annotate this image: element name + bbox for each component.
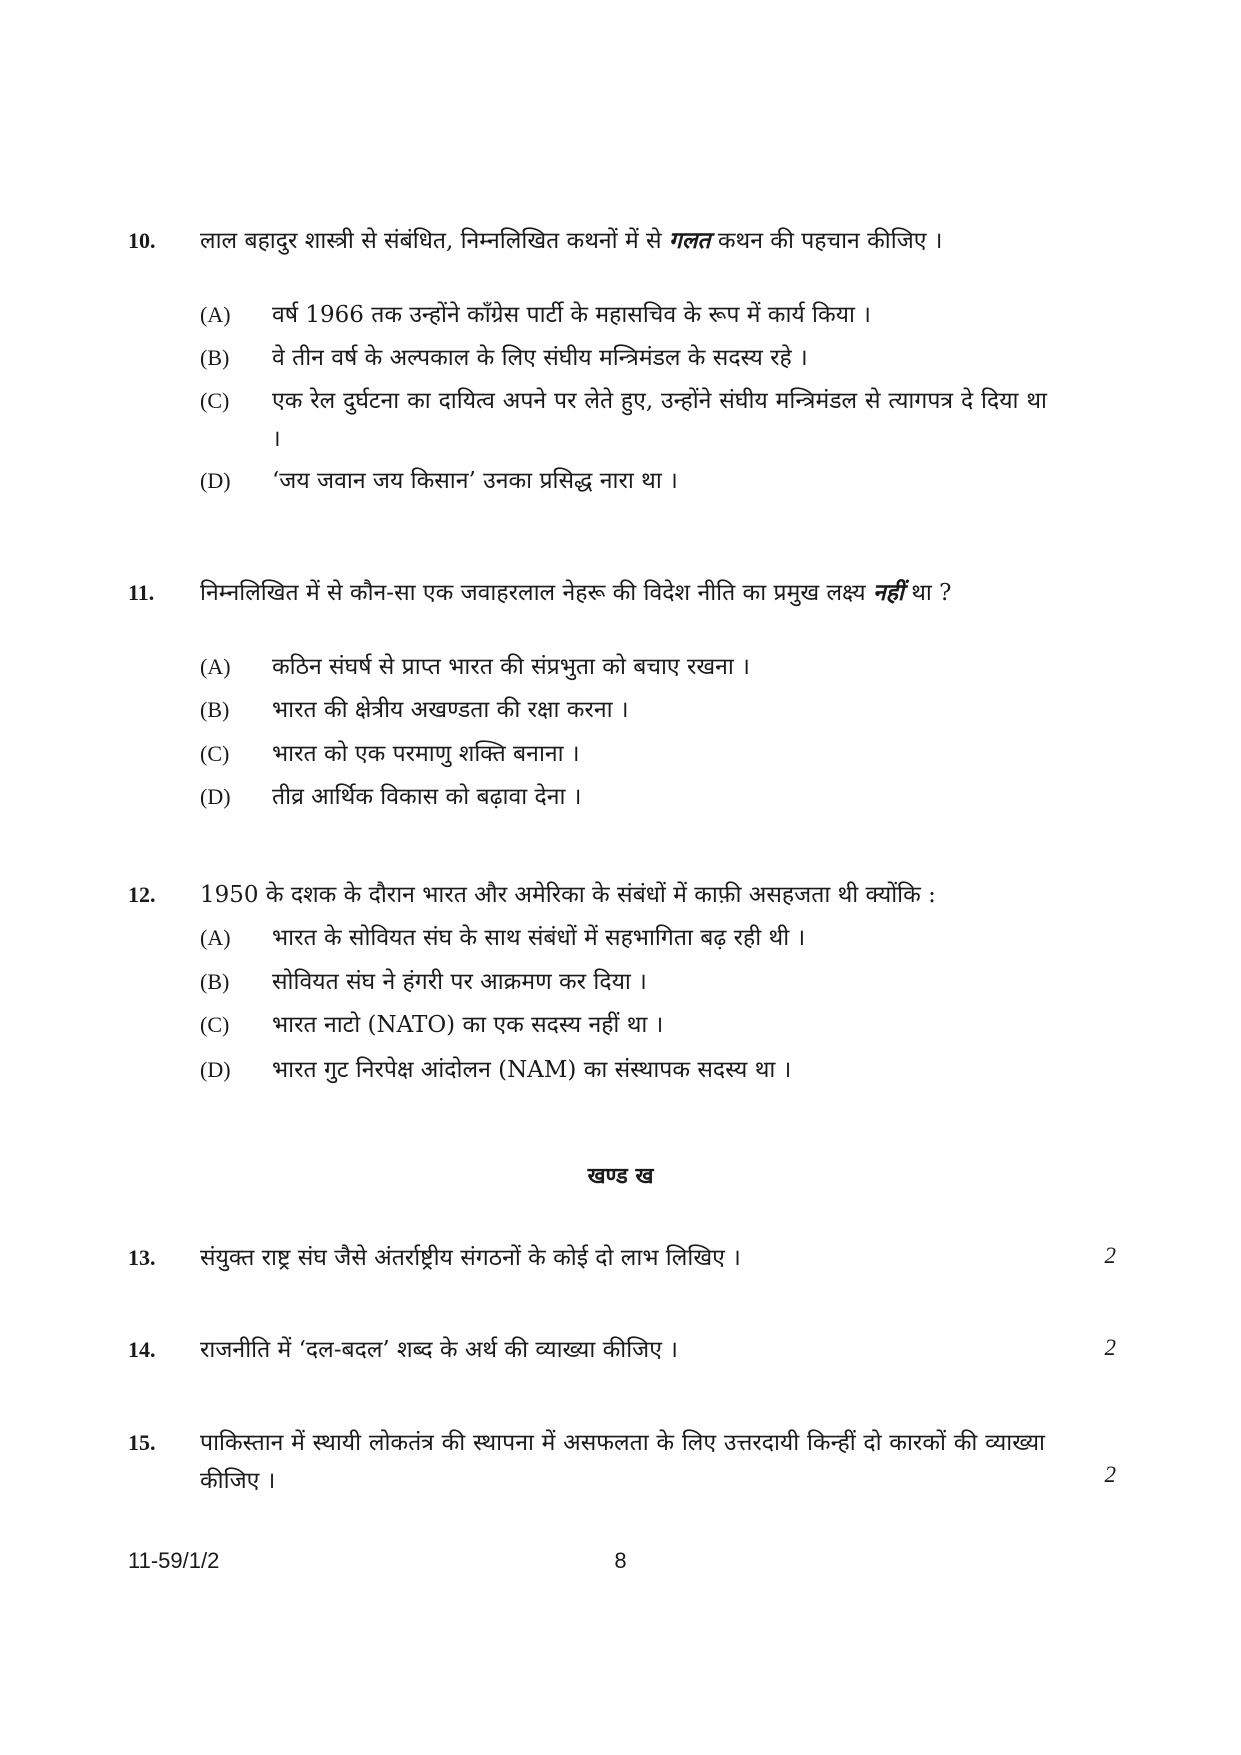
question-text-part: था ? [903, 580, 952, 606]
option-label: (D) [200, 784, 231, 809]
question-number: 14. [128, 1337, 156, 1362]
option-text: तीव्र आर्थिक विकास को बढ़ावा देना । [272, 784, 582, 810]
option-label: (D) [200, 1057, 231, 1082]
option-text: एक रेल दुर्घटना का दायित्व अपने पर लेते हुए, उन्होंने संघीय मन्त्रिमंडल से त्यागपत्र दे दिया था । [272, 388, 1047, 452]
option-label: (A) [200, 925, 231, 950]
option-label: (B) [200, 345, 230, 370]
question-number: 13. [128, 1245, 156, 1270]
question-text: 1950 के दशक के दौरान भारत और अमेरिका के संबंधों में काफ़ी असहजता थी क्योंकि : [200, 882, 936, 908]
marks: 2 [1104, 1335, 1116, 1360]
question-text: पाकिस्तान में स्थायी लोकतंत्र की स्थापना में असफलता के लिए उत्तरदायी किन्हीं दो कारकों की व्याख्या कीजिए । [200, 1430, 1045, 1494]
option-text: वे तीन वर्ष के अल्पकाल के लिए संघीय मन्त्रिमंडल के सदस्य रहे । [272, 345, 808, 371]
marks: 2 [1104, 1243, 1116, 1268]
option-label: (B) [200, 697, 230, 722]
option-label: (A) [200, 302, 231, 327]
question-text [200, 222, 1045, 260]
option-label: (C) [200, 388, 230, 413]
question-text: संयुक्त राष्ट्र संघ जैसे अंतर्राष्ट्रीय संगठनों के कोई दो लाभ लिखिए । [200, 1245, 741, 1271]
option-text: कठिन संघर्ष से प्राप्त भारत की संप्रभुता को बचाए रखना । [272, 654, 750, 680]
question-text: राजनीति में ‘दल-बदल’ शब्द के अर्थ की व्याख्या कीजिए । [200, 1337, 678, 1363]
option-label: (C) [200, 741, 230, 766]
option-text: भारत को एक परमाणु शक्ति बनाना । [272, 741, 580, 767]
question-number: 11. [128, 580, 155, 605]
option-text: भारत के सोवियत संघ के साथ संबंधों में सहभागिता बढ़ रही थी । [272, 925, 806, 951]
question-text [200, 574, 1045, 612]
question-number: 12. [128, 882, 156, 907]
question-keyword: गलत [668, 227, 711, 254]
option-text: भारत की क्षेत्रीय अखण्डता की रक्षा करना । [272, 697, 629, 723]
paper-code: 11-59/1/2 [128, 1548, 220, 1573]
question-number: 15. [128, 1430, 156, 1455]
marks: 2 [1104, 1462, 1116, 1487]
question-text-part: कथन की पहचान कीजिए । [710, 228, 943, 254]
option-label: (A) [200, 654, 231, 679]
section-title: खण्ड ख [587, 1163, 654, 1189]
question-number: 10. [128, 228, 156, 253]
option-label: (C) [200, 1012, 230, 1037]
option-text: वर्ष 1966 तक उन्होंने काँग्रेस पार्टी के महासचिव के रूप में कार्य किया । [272, 302, 871, 328]
question-text-part: निम्नलिखित में से कौन-सा एक जवाहरलाल नेहरू की विदेश नीति का प्रमुख लक्ष्य [200, 580, 873, 606]
option-text: भारत नाटो (NATO) का एक सदस्य नहीं था । [272, 1012, 664, 1038]
option-text: भारत गुट निरपेक्ष आंदोलन (NAM) का संस्थापक सदस्य था । [272, 1057, 792, 1083]
option-text: ‘जय जवान जय किसान’ उनका प्रसिद्ध नारा था । [272, 468, 678, 494]
question-keyword: नहीं [872, 579, 904, 606]
question-text-part: लाल बहादुर शास्त्री से संबंधित, निम्नलिखित कथनों में से [200, 228, 669, 254]
page-number: 8 [614, 1548, 627, 1573]
option-text: सोवियत संघ ने हंगरी पर आक्रमण कर दिया । [272, 969, 647, 995]
option-label: (D) [200, 468, 231, 493]
option-label: (B) [200, 969, 230, 994]
